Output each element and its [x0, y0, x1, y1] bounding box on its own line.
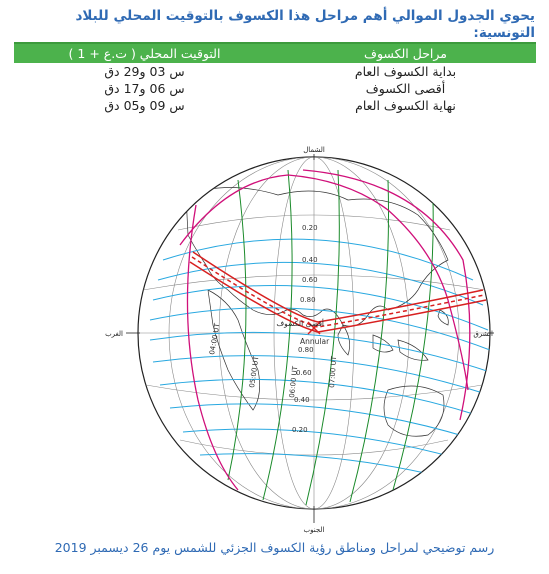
intro-text: يحوي الجدول الموالي أهم مراحل هذا الكسوف بالتوقيت المحلي للبلاد التونسية:: [75, 8, 535, 41]
west-label: الغرب: [105, 330, 123, 338]
phase-name: أقصى الكسوف: [365, 81, 446, 96]
header-phase: مراحل الكسوف: [275, 43, 536, 63]
south-label: الجنوب: [303, 526, 325, 534]
table-row: [14, 97, 536, 114]
magnitude-label: 0.60: [296, 369, 312, 377]
ut-label: 07:00 UT: [328, 355, 339, 389]
phase-time: س 06 و17 دق: [104, 81, 185, 96]
eclipse-phases-table: [14, 42, 536, 114]
max-eclipse-label: أقصى الكسوف: [276, 319, 324, 328]
magnitude-label: 0.40: [294, 396, 310, 404]
table-row: [14, 80, 536, 97]
phase-time: س 03 و29 دق: [104, 64, 185, 79]
magnitude-label: 0.80: [298, 346, 314, 354]
header-local-time: التوقيت المحلي ( ت.ع + 1 ): [14, 43, 275, 63]
north-label: الشمال: [303, 146, 325, 154]
magnitude-label: 0.20: [302, 224, 318, 232]
phase-time: س 09 و05 دق: [104, 98, 185, 113]
table-row: [14, 63, 536, 80]
magnitude-label: 0.40: [302, 256, 318, 264]
east-label: الشرق: [473, 330, 493, 338]
phase-name: نهاية الكسوف العام: [355, 98, 456, 113]
annular-label: Annular: [300, 337, 330, 346]
magnitude-label: 0.80: [300, 296, 316, 304]
phase-name: بداية الكسوف العام: [354, 64, 457, 79]
ut-label: 05:00 UT: [248, 355, 261, 389]
ut-label: 04:00 UT: [208, 322, 222, 356]
magnitude-label: 0.20: [292, 426, 308, 434]
table-header-row: [14, 43, 536, 63]
magnitude-label: 0.60: [302, 276, 318, 284]
figure-caption: رسم توضيحي لمراحل ومناطق رؤية الكسوف الجزئي للشمس يوم 26 ديسمبر 2019: [54, 540, 495, 555]
eclipse-globe-map: [88, 140, 498, 536]
ut-label: 06:00 UT: [288, 365, 300, 399]
